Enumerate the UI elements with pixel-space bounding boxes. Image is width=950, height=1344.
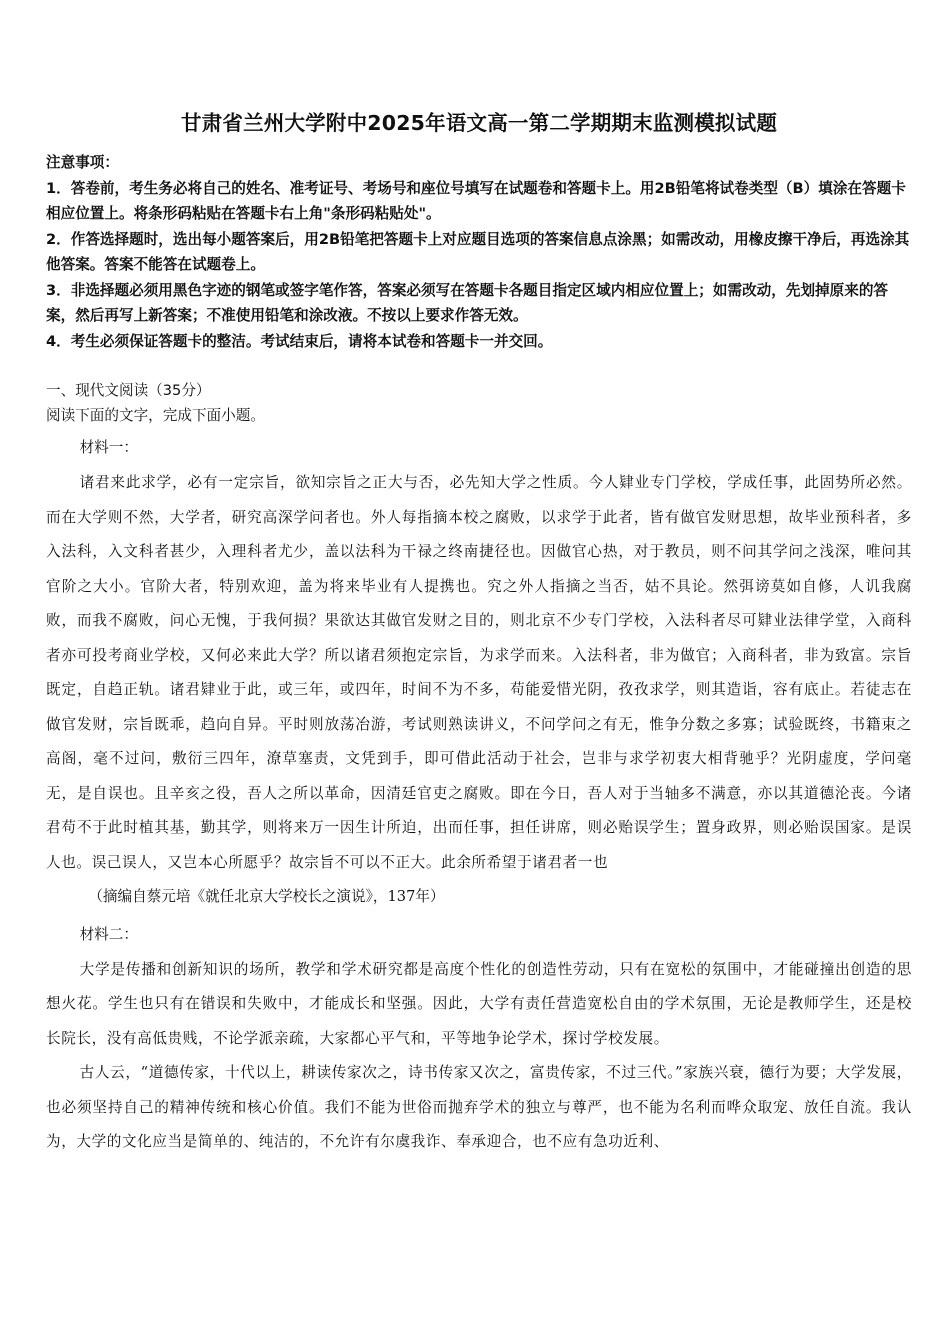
exam-page	[46, 108, 912, 1160]
material-2-paragraph: 大学是传播和创新知识的场所，教学和学术研究都是高度个性化的创造性劳动，只有在宽松的氛围中，才能碰撞出创造的思想火花。学生也只有在错误和失败中，才能成长和坚强。因此，大学有责任营造宽松自由的学术氛围，无论是教师学生，还是校长院长，没有高低贵贱，不论学派亲疏，大家都心平气和，平等地争论学术，探讨学校发展。	[46, 960, 912, 1047]
notice-block	[46, 150, 912, 354]
notice-item-3: 3．非选择题必须用黑色字迹的钢笔或签字笔作答，答案必须写在答题卡各题目指定区域内相应位置上；如需改动，先划掉原来的答案，然后再写上新答案；不准使用铅笔和涂改液。不按以上要求作答无效。	[46, 281, 889, 324]
material-2-label: 材料二：	[79, 925, 138, 943]
reading-instruction: 阅读下面的文字，完成下面小题。	[46, 407, 265, 424]
notice-item-4: 4．考生必须保证答题卡的整洁。考试结束后，请将本试卷和答题卡一并交回。	[46, 332, 553, 350]
material-1-source: （摘编自蔡元培《就任北京大学校长之演说》，137年）	[88, 888, 445, 905]
notice-heading: 注意事项：	[46, 154, 119, 171]
material-2-paragraph: 古人云，“道德传家，十代以上，耕读传家次之，诗书传家又次之，富贵传家，不过三代。”家族兴衰，德行为要；大学发展，也必须坚持自己的精神传统和核心价值。我们不能为世俗而抛弃学术的独立与尊严，也不能为名利而哗众取宠、放任自流。我认为，大学的文化应当是简单的、纯洁的，不允许有尔虞我诈、奉承迎合，也不应有急功近利、	[46, 1064, 912, 1150]
material-1-label: 材料一：	[79, 439, 138, 456]
notice-item-1: 1．答卷前，考生务必将自己的姓名、准考证号、考场号和座位号填写在试题卷和答题卡上。用2B铅笔将试卷类型（B）填涂在答题卡相应位置上。将条形码粘贴在答题卡右上角"条形码粘贴处"。	[46, 179, 906, 222]
page-title: 甘肃省兰州大学附中2025年语文高一第二学期期末监测模拟试题	[180, 111, 778, 135]
section-heading: 一、现代文阅读（35分）	[46, 382, 211, 399]
notice-item-2: 2．作答选择题时，选出每小题答案后，用2B铅笔把答题卡上对应题目选项的答案信息点涂黑；如需改动，用橡皮擦干净后，再选涂其他答案。答案不能答在试题卷上。	[46, 230, 910, 273]
material-1-text: 诸君来此求学，必有一定宗旨，欲知宗旨之正大与否，必先知大学之性质。今人肄业专门学校，学成任事，此固势所必然。而在大学则不然，大学者，研究高深学问者也。外人每指摘本校之腐败，以求学于此者，皆有做官发财思想，故毕业预科者，多入法科，入文科者甚少，入理科者尤少，盖以法科为干禄之终南捷径也。因做官心热，对于教员，则不问其学问之浅深，唯问其官阶之大小。官阶大者，特别欢迎，盖为将来毕业有人提携也。究之外人指摘之当否，姑不具论。然弭谤莫如自修，人讥我腐败，而我不腐败，问心无愧，于我何损？果欲达其做官发财之目的，则北京不少专门学校，入法科者尽可肄业法律学堂，入商科者亦可投考商业学校，又何必来此大学？所以诸君须抱定宗旨，为求学而来。入法科者，非为做官；入商科者，非为致富。宗旨既定，自趋正轨。诸君肄业于此，或三年，或四年，时间不为不多，苟能爱惜光阴，孜孜求学，则其造诣，容有底止。若徒志在做官发财，宗旨既乖，趋向自异。平时则放荡冶游，考试则熟读讲义，不问学问之有无，惟争分数之多寡；试验既终，书籍束之高阁，毫不过问，敷衍三四年，潦草塞责，文凭到手，即可借此活动于社会，岂非与求学初衷大相背驰乎？光阴虚度，学问毫无，是自误也。且辛亥之役，吾人之所以革命，因清廷官吏之腐败。即在今日，吾人对于当轴多不满意，亦以其道德沦丧。今诸君苟不于此时植其基，勤其学，则将来万一因生计所迫，出而任事，担任讲席，则必贻误学生；置身政界，则必贻误国家。是误人也。误己误人，又岂本心所愿乎？故宗旨不可以不正大。此余所希望于诸君者一也	[46, 474, 912, 871]
